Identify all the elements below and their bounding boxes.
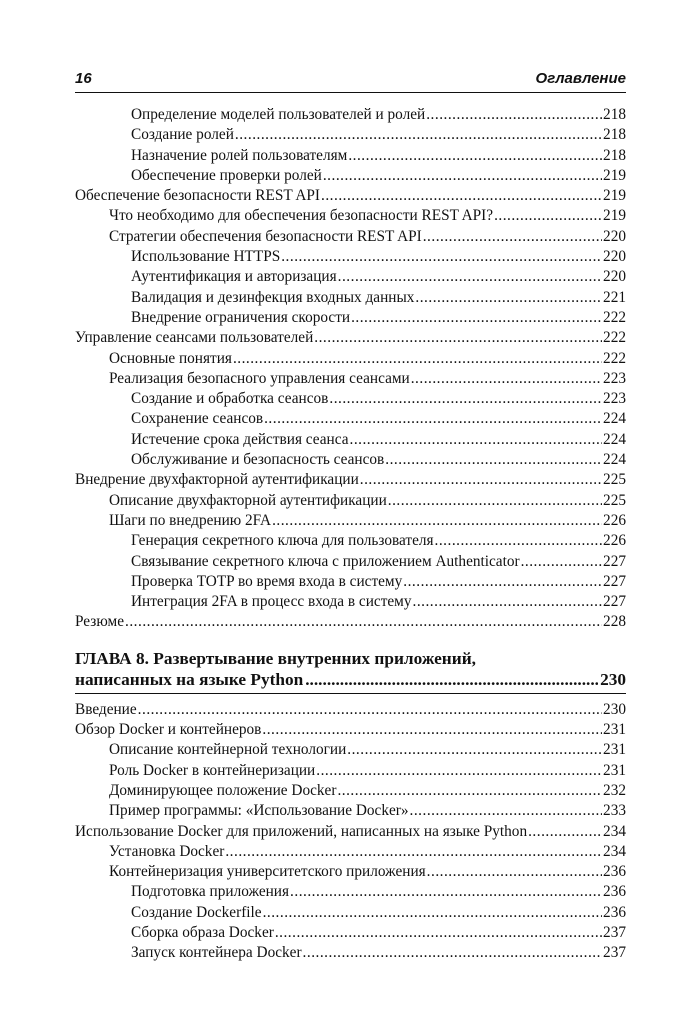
toc-entry [75, 450, 626, 470]
dot-leader [528, 822, 602, 842]
dot-leader [329, 389, 602, 409]
dot-leader [521, 552, 602, 572]
toc-entry [75, 227, 626, 247]
toc-entry-page: 226 [603, 532, 626, 550]
toc-entry [75, 862, 626, 882]
toc-entry [75, 740, 626, 760]
toc-entry-page: 224 [603, 451, 626, 469]
toc-entry-page: 223 [603, 390, 626, 408]
dot-leader [275, 923, 602, 943]
toc-entry [75, 349, 626, 369]
toc-entry-title: Реализация безопасного управления сеансами [109, 369, 410, 387]
toc-entry [75, 125, 626, 145]
dot-leader [264, 409, 602, 429]
toc-entry-title: Аутентификация и авторизация [131, 268, 337, 286]
toc-entry-title: Обслуживание и безопасность сеансов [131, 451, 385, 469]
toc-entry-title: Подготовка приложения [131, 883, 290, 901]
toc-entry [75, 552, 626, 572]
toc-entry-page: 219 [603, 187, 626, 205]
dot-leader [290, 882, 602, 902]
dot-leader [351, 308, 602, 328]
page-header [75, 68, 626, 93]
toc-entry [75, 430, 626, 450]
toc-entry-title: Контейнеризация университетского приложения [109, 863, 426, 881]
dot-leader [426, 105, 602, 125]
toc-entry-title: Управление сеансами пользователей [75, 329, 314, 347]
dot-leader [338, 267, 602, 287]
toc-entry [75, 308, 626, 328]
toc-entry-title: Обеспечение проверки ролей [131, 166, 322, 184]
toc-entry-page: 224 [603, 410, 626, 428]
dot-leader [337, 781, 602, 801]
toc-entry-page: 226 [603, 511, 626, 529]
toc-entry-title: Доминирующее положение Docker [109, 781, 337, 799]
toc-entry [75, 369, 626, 389]
toc-entry-title: Шаги по внедрению 2FA [109, 511, 272, 529]
dot-leader [360, 470, 602, 490]
toc-entry-title: Внедрение двухфакторной аутентификации [75, 471, 359, 489]
toc-entry [75, 389, 626, 409]
toc-entry [75, 882, 626, 902]
toc-entry-page: 218 [603, 146, 626, 164]
toc-entry-title: Назначение ролей пользователям [131, 146, 348, 164]
dot-leader [125, 612, 602, 632]
dot-leader [323, 166, 602, 186]
dot-leader [435, 531, 603, 551]
toc-entry [75, 842, 626, 862]
toc-entry-page: 236 [603, 903, 626, 921]
toc-entry-page: 230 [603, 700, 626, 718]
dot-leader [321, 186, 602, 206]
toc-section-before [75, 105, 626, 633]
toc-entry [75, 511, 626, 531]
toc-entry-title: Установка Docker [109, 842, 225, 860]
toc-entry-page: 222 [603, 349, 626, 367]
toc-entry-title: Создание и обработка сеансов [131, 390, 329, 408]
toc-entry-page: 219 [603, 207, 626, 225]
toc-entry-page: 224 [603, 430, 626, 448]
toc-entry-page: 237 [603, 923, 626, 941]
toc-entry-title: Обеспечение безопасности REST API [75, 187, 321, 205]
dot-leader [305, 669, 598, 691]
toc-entry-title: Что необходимо для обеспечения безопасности REST API? [109, 207, 494, 225]
dot-leader [225, 842, 602, 862]
chapter-page-number: 230 [600, 670, 626, 690]
toc-entry-page: 221 [603, 288, 626, 306]
toc-entry [75, 592, 626, 612]
toc-entry-page: 219 [603, 166, 626, 184]
dot-leader [403, 572, 602, 592]
toc-entry-title: Резюме [75, 613, 125, 631]
table-of-contents [75, 105, 626, 964]
chapter-title-line2 [75, 669, 626, 694]
toc-entry-title: Сборка образа Docker [131, 923, 274, 941]
toc-entry-page: 232 [603, 781, 626, 799]
toc-entry [75, 247, 626, 267]
toc-entry-title: Описание двухфакторной аутентификации [109, 491, 387, 509]
toc-entry [75, 801, 626, 821]
toc-entry-title: Валидация и дезинфекция входных данных [131, 288, 415, 306]
toc-entry-title: Использование Docker для приложений, написанных на языке Python [75, 822, 528, 840]
dot-leader [263, 903, 602, 923]
toc-entry-page: 220 [603, 248, 626, 266]
toc-entry-page: 236 [603, 863, 626, 881]
toc-entry-page: 237 [603, 944, 626, 962]
toc-entry-title: Запуск контейнера Docker [131, 944, 302, 962]
dot-leader [415, 288, 602, 308]
dot-leader [423, 227, 602, 247]
toc-entry-title: Описание контейнерной технологии [109, 741, 347, 759]
chapter-heading [75, 648, 626, 694]
toc-entry-title: Интеграция 2FA в процесс входа в систему [131, 593, 412, 611]
dot-leader [233, 349, 602, 369]
dot-leader [427, 862, 602, 882]
toc-entry-title: Проверка TOTP во время входа в систему [131, 572, 403, 590]
dot-leader [272, 511, 602, 531]
toc-entry-page: 220 [603, 268, 626, 286]
toc-entry [75, 146, 626, 166]
toc-entry-title: Истечение срока действия сеанса [131, 430, 349, 448]
toc-entry [75, 612, 626, 632]
chapter-title-text: написанных на языке Python [75, 670, 304, 690]
toc-entry-title: Сохранение сеансов [131, 410, 264, 428]
toc-entry-page: 223 [603, 369, 626, 387]
toc-entry [75, 105, 626, 125]
toc-entry-title: Создание ролей [131, 126, 234, 144]
toc-entry-page: 231 [603, 761, 626, 779]
toc-entry-title: Использование HTTPS [131, 248, 281, 266]
toc-entry [75, 531, 626, 551]
toc-entry [75, 761, 626, 781]
dot-leader [348, 146, 602, 166]
dot-leader [138, 700, 602, 720]
toc-entry-title: Основные понятия [109, 349, 232, 367]
toc-entry-page: 233 [603, 802, 626, 820]
toc-entry-page: 227 [603, 552, 626, 570]
toc-entry [75, 923, 626, 943]
toc-entry-title: Пример программы: «Использование Docker» [109, 802, 409, 820]
toc-entry [75, 166, 626, 186]
toc-entry [75, 903, 626, 923]
toc-entry-page: 222 [603, 329, 626, 347]
toc-entry [75, 572, 626, 592]
toc-entry [75, 186, 626, 206]
dot-leader [494, 206, 602, 226]
dot-leader [316, 761, 602, 781]
dot-leader [262, 720, 602, 740]
dot-leader [388, 491, 602, 511]
toc-entry-title: Определение моделей пользователей и ролей [131, 106, 426, 123]
toc-entry-page: 218 [603, 126, 626, 144]
dot-leader [411, 369, 602, 389]
toc-entry-title: Введение [75, 700, 137, 718]
toc-entry-title: Создание Dockerfile [131, 903, 262, 921]
toc-entry-page: 231 [603, 721, 626, 739]
page-number: 16 [75, 70, 92, 87]
toc-entry-page: 225 [603, 491, 626, 509]
chapter-title-line1: ГЛАВА 8. Развертывание внутренних приложений, [75, 648, 476, 668]
dot-leader [303, 943, 603, 963]
toc-entry [75, 288, 626, 308]
toc-entry [75, 267, 626, 287]
running-title: Оглавление [535, 70, 626, 87]
toc-entry-page: 227 [603, 593, 626, 611]
dot-leader [413, 592, 603, 612]
dot-leader [314, 328, 602, 348]
toc-entry-page: 222 [603, 308, 626, 326]
toc-entry-page: 231 [603, 741, 626, 759]
toc-entry [75, 470, 626, 490]
dot-leader [235, 125, 602, 145]
toc-entry [75, 328, 626, 348]
toc-entry-page: 220 [603, 227, 626, 245]
toc-entry [75, 943, 626, 963]
toc-entry [75, 206, 626, 226]
toc-entry-page: 218 [603, 106, 626, 123]
toc-entry-page: 225 [603, 471, 626, 489]
toc-entry [75, 781, 626, 801]
toc-entry [75, 700, 626, 720]
toc-entry-page: 234 [603, 842, 626, 860]
toc-entry-title: Внедрение ограничения скорости [131, 308, 351, 326]
toc-entry-title: Роль Docker в контейнеризации [109, 761, 316, 779]
toc-entry [75, 491, 626, 511]
toc-section-after [75, 700, 626, 964]
dot-leader [350, 430, 603, 450]
dot-leader [347, 740, 602, 760]
dot-leader [281, 247, 602, 267]
toc-entry [75, 822, 626, 842]
toc-entry [75, 720, 626, 740]
dot-leader [385, 450, 602, 470]
toc-entry-page: 227 [603, 572, 626, 590]
toc-entry-page: 234 [603, 822, 626, 840]
toc-entry-page: 236 [603, 883, 626, 901]
toc-entry-title: Связывание секретного ключа с приложением Authenticator [131, 552, 520, 570]
toc-entry [75, 409, 626, 429]
toc-entry-page: 228 [603, 613, 626, 631]
toc-entry-title: Стратегии обеспечения безопасности REST API [109, 227, 422, 245]
toc-entry-title: Обзор Docker и контейнеров [75, 721, 262, 739]
dot-leader [410, 801, 603, 821]
toc-entry-title: Генерация секретного ключа для пользователя [131, 532, 434, 550]
